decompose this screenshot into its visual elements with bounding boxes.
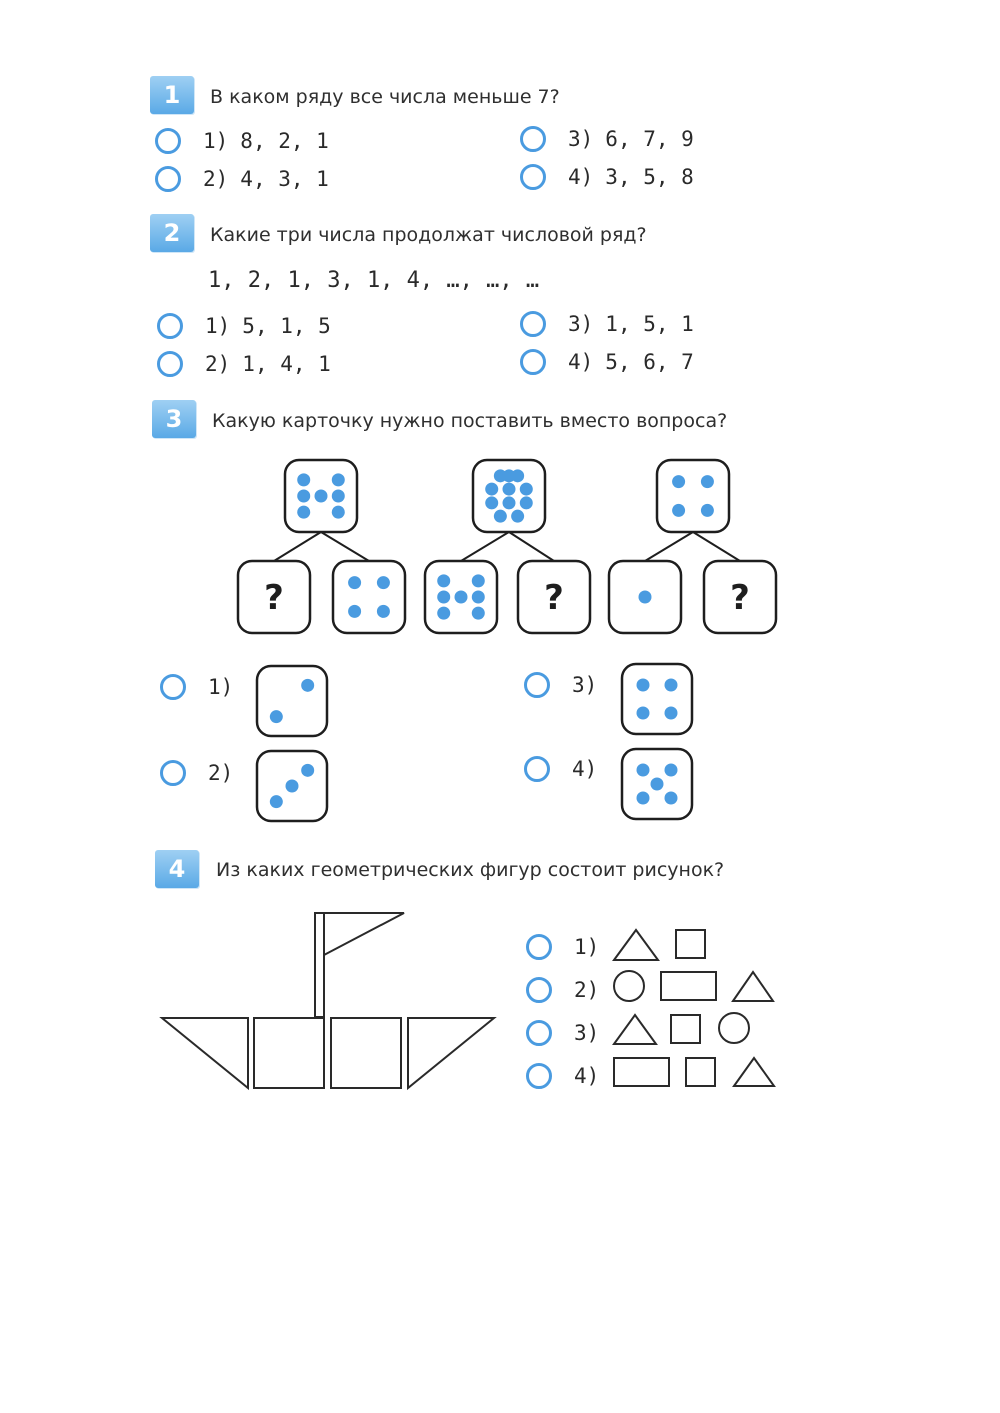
option-number: 1) xyxy=(574,935,600,959)
number-sequence: 1, 2, 1, 3, 1, 4, …, …, … xyxy=(208,268,540,293)
option-text: 4, 3, 1 xyxy=(240,167,329,191)
question-4-text: Из каких геометрических фигур состоит рисунок? xyxy=(216,859,725,881)
question-mark: ? xyxy=(264,578,284,618)
square-icon xyxy=(671,1015,700,1043)
option-text: 5, 6, 7 xyxy=(605,350,694,374)
question-number-badge-1: 1 xyxy=(150,76,194,114)
rectangle-icon xyxy=(661,972,716,1000)
question-3-text: Какую карточку нужно поставить вместо вопроса? xyxy=(212,410,728,432)
option-number: 1) xyxy=(208,675,234,699)
question-1-text: В каком ряду все числа меньше 7? xyxy=(210,86,560,108)
question-mark: ? xyxy=(544,578,564,618)
option-number: 1) xyxy=(205,314,231,338)
option-number: 2) xyxy=(574,978,600,1002)
question-number-badge-4: 4 xyxy=(155,850,199,888)
option-number: 4) xyxy=(572,757,598,781)
square-icon xyxy=(686,1058,715,1086)
question-2-text: Какие три числа продолжат числовой ряд? xyxy=(210,224,647,246)
option-number: 3) xyxy=(568,127,594,151)
circle-icon xyxy=(719,1013,749,1043)
option-text: 6, 7, 9 xyxy=(605,127,694,151)
option-text: 5, 1, 5 xyxy=(242,314,331,338)
option-text: 8, 2, 1 xyxy=(240,129,329,153)
option-number: 4) xyxy=(568,350,594,374)
option-number: 2) xyxy=(208,761,234,785)
option-text: 1, 4, 1 xyxy=(242,352,331,376)
triangle-icon xyxy=(734,1058,774,1086)
option-number: 2) xyxy=(205,352,231,376)
rectangle-icon xyxy=(614,1058,669,1086)
option-text: 3, 5, 8 xyxy=(605,165,694,189)
question-number-badge-2: 2 xyxy=(150,214,194,252)
question-number-badge-3: 3 xyxy=(152,400,196,438)
option-number: 4) xyxy=(568,165,594,189)
triangle-icon xyxy=(733,972,773,1001)
circle-icon xyxy=(614,971,644,1001)
triangle-icon xyxy=(614,1015,656,1044)
triangle-icon xyxy=(614,930,658,960)
option-number: 2) xyxy=(203,167,229,191)
question-mark: ? xyxy=(730,578,750,618)
option-number: 4) xyxy=(574,1064,600,1088)
option-text: 1, 5, 1 xyxy=(605,312,694,336)
option-number: 1) xyxy=(203,129,229,153)
square-icon xyxy=(676,930,705,958)
option-number: 3) xyxy=(574,1021,600,1045)
option-number: 3) xyxy=(568,312,594,336)
option-number: 3) xyxy=(572,673,598,697)
